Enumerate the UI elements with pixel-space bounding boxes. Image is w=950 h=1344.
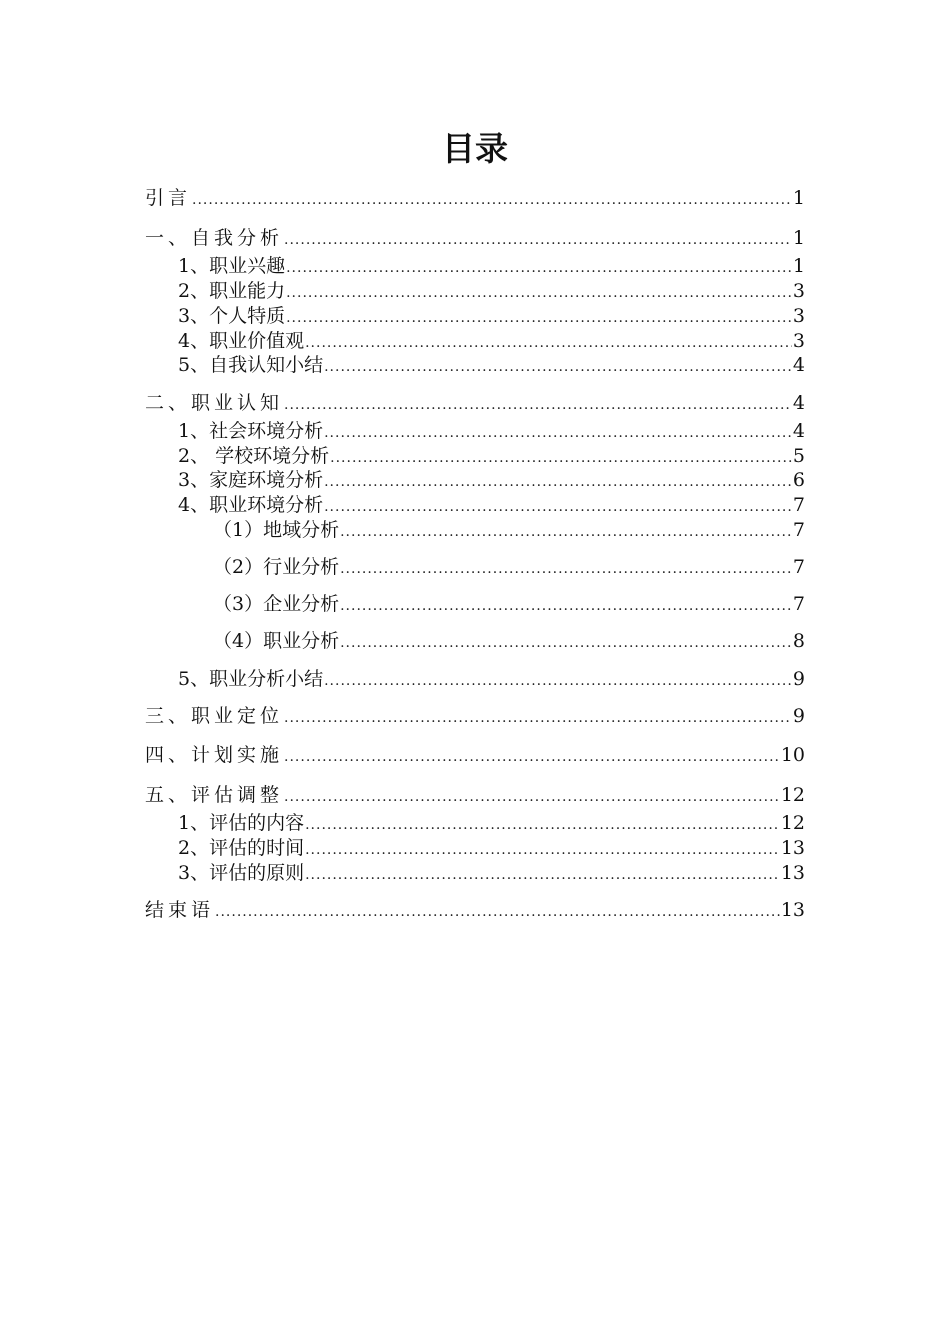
toc-entry-label: 3、评估的原则 [178, 862, 305, 884]
toc-entry-page: 13 [780, 862, 805, 884]
toc-entry-page: 12 [780, 784, 805, 806]
toc-entry-page: 9 [792, 705, 805, 727]
toc-entry-label: （4）职业分析 [213, 630, 340, 652]
toc-entry[interactable] [145, 304, 805, 329]
toc-entry[interactable] [145, 555, 805, 580]
toc-entry-label: 三、职业定位 [145, 705, 284, 727]
toc-entry[interactable] [145, 898, 805, 923]
toc-entry-label: 引言 [145, 187, 192, 209]
toc-entry-page: 7 [792, 494, 805, 516]
dot-leader [284, 785, 780, 810]
toc-entry-page: 3 [792, 330, 805, 352]
toc-entry-page: 4 [792, 392, 805, 414]
toc-entry-page: 7 [792, 556, 805, 578]
toc-entry[interactable] [145, 226, 805, 251]
toc-entry-label: 2、职业能力 [178, 280, 286, 302]
dot-leader [324, 421, 792, 446]
toc-entry-label: 二、职业认知 [145, 392, 284, 414]
dot-leader [340, 520, 792, 545]
toc-entry[interactable] [145, 704, 805, 729]
toc-entry-label: 3、家庭环境分析 [178, 469, 324, 491]
toc-entry[interactable] [145, 186, 805, 211]
dot-leader [286, 256, 792, 281]
toc-entry[interactable] [145, 391, 805, 416]
toc-entry-label: 4、职业价值观 [178, 330, 305, 352]
dot-leader [284, 228, 792, 253]
toc-entry-page: 9 [792, 668, 805, 690]
toc-entry[interactable] [145, 518, 805, 543]
dot-leader [192, 188, 792, 213]
toc-entry-label: 2、评估的时间 [178, 837, 305, 859]
toc-entry-label: 结束语 [145, 899, 215, 921]
dot-leader [340, 557, 792, 582]
dot-leader [305, 813, 780, 838]
toc-entry-page: 10 [780, 744, 805, 766]
toc-entry-label: 1、评估的内容 [178, 812, 305, 834]
toc-entry-page: 3 [792, 305, 805, 327]
toc-entry-label: 五、评估调整 [145, 784, 284, 806]
toc-entry-page: 5 [792, 445, 805, 467]
dot-leader [340, 631, 792, 656]
toc-entry-label: 一、自我分析 [145, 227, 284, 249]
toc-entry-page: 7 [792, 519, 805, 541]
toc-entry[interactable] [145, 279, 805, 304]
dot-leader [324, 669, 792, 694]
toc-entry-page: 1 [792, 227, 805, 249]
toc-entry-page: 12 [780, 812, 805, 834]
dot-leader [286, 281, 792, 306]
toc-entry-page: 1 [792, 187, 805, 209]
toc-entry[interactable] [145, 444, 805, 469]
toc-entry[interactable] [145, 836, 805, 861]
toc-entry-label: （2）行业分析 [213, 556, 340, 578]
dot-leader [324, 495, 792, 520]
toc-entry-label: 2、 学校环境分析 [178, 445, 330, 467]
toc-entry-label: 3、个人特质 [178, 305, 286, 327]
toc-entry-label: 1、职业兴趣 [178, 255, 286, 277]
toc-entry[interactable] [145, 667, 805, 692]
toc-entry-page: 6 [792, 469, 805, 491]
toc-entry-page: 1 [792, 255, 805, 277]
toc-entry-label: 5、职业分析小结 [178, 668, 324, 690]
dot-leader [324, 470, 792, 495]
toc-entry[interactable] [145, 329, 805, 354]
toc-entry[interactable] [145, 254, 805, 279]
dot-leader [284, 393, 792, 418]
dot-leader [284, 745, 780, 770]
page-title: 目录 [442, 129, 508, 168]
toc-entry-label: 5、自我认知小结 [178, 354, 324, 376]
toc-entry[interactable] [145, 811, 805, 836]
toc-entry-page: 13 [780, 899, 805, 921]
toc-entry-page: 13 [780, 837, 805, 859]
dot-leader [286, 306, 792, 331]
toc-entry-page: 4 [792, 354, 805, 376]
toc-entry[interactable] [145, 592, 805, 617]
dot-leader [215, 900, 780, 925]
toc-entry[interactable] [145, 783, 805, 808]
toc-entry-page: 8 [792, 630, 805, 652]
toc-entry[interactable] [145, 743, 805, 768]
toc-entry[interactable] [145, 353, 805, 378]
toc-entry-page: 3 [792, 280, 805, 302]
toc-entry[interactable] [145, 861, 805, 886]
toc-entry-label: （1）地域分析 [213, 519, 340, 541]
toc-entry-label: 四、计划实施 [145, 744, 284, 766]
dot-leader [340, 594, 792, 619]
toc-entry[interactable] [145, 468, 805, 493]
toc-entry-label: 1、社会环境分析 [178, 420, 324, 442]
toc-entry-page: 4 [792, 420, 805, 442]
toc-entry[interactable] [145, 419, 805, 444]
toc-entry-page: 7 [792, 593, 805, 615]
dot-leader [305, 838, 780, 863]
dot-leader [284, 706, 792, 731]
dot-leader [305, 863, 780, 888]
toc-entry-label: 4、职业环境分析 [178, 494, 324, 516]
toc-entry-label: （3）企业分析 [213, 593, 340, 615]
dot-leader [324, 355, 792, 380]
toc-entry[interactable] [145, 629, 805, 654]
toc-entry[interactable] [145, 493, 805, 518]
